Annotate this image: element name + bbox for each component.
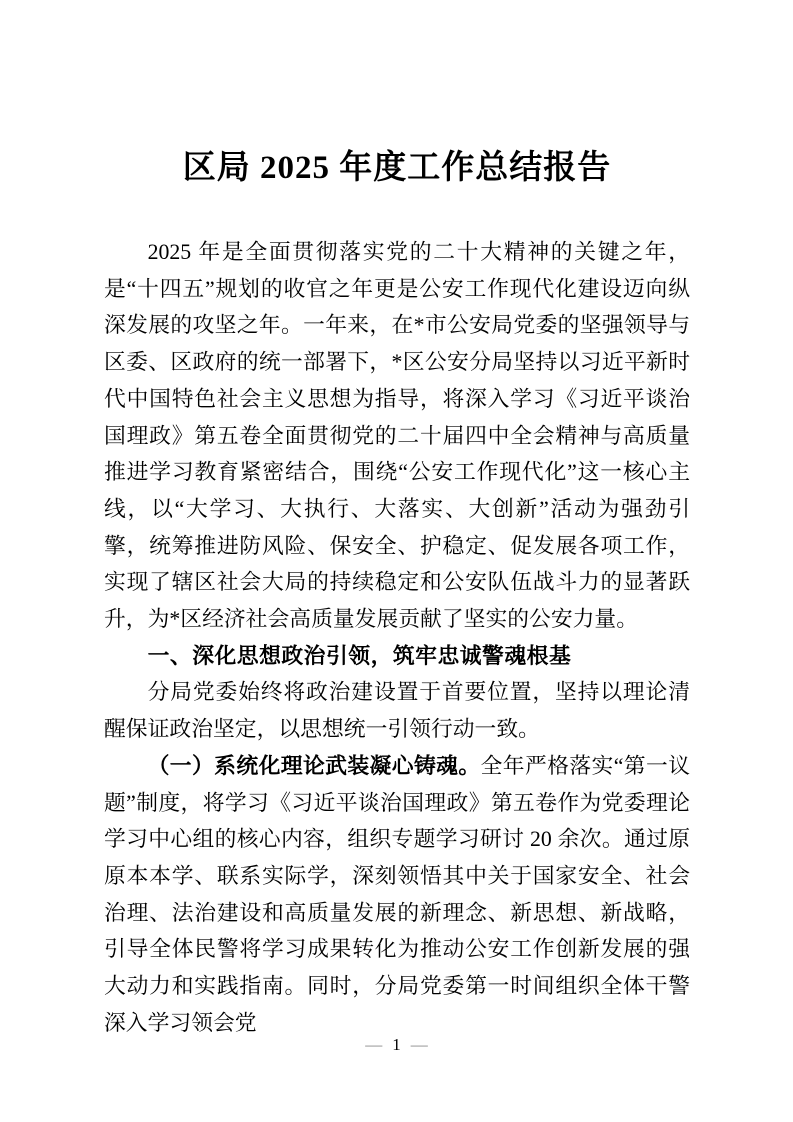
page-footer [0,1033,793,1057]
page-number: 1 [392,1035,401,1054]
section-1-intro-paragraph: 分局党委始终将政治建设置于首要位置，坚持以理论清醒保证政治坚定，以思想统一引领行动一致。 [104,680,690,742]
subsection-1-1-paragraph [104,748,690,1042]
footer-right-dash: — [410,1035,428,1054]
footer-left-dash: — [365,1035,383,1054]
document-title: 区局 2025 年度工作总结报告 [182,150,612,186]
section-1-heading: 一、深化思想政治引领，筑牢忠诚警魂根基 [147,642,572,668]
document-body [104,234,690,1041]
subsection-1-1-lead: （一）系统化理论武装凝心铸魂。 [147,753,481,778]
subsection-1-1-text: 全年严格落实“第一议题”制度，将学习《习近平谈治国理政》第五卷作为党委理论学习中心组的核心内容，组织专题学习研讨 20 余次。通过原原本本学、联系实际学，深刻领悟其中关于国家安全、社会治理、法治建设和高质量发展的新理念、新思想、新战略，引导全体民警将学习成果转化为推动公安工作创新发展的强大动力和实践指南。同时，分局党委第一时间组织全体干警深入学习领会党 [104,753,690,1035]
intro-paragraph: 2025 年是全面贯彻落实党的二十大精神的关键之年，是“十四五”规划的收官之年更是公安工作现代化建设迈向纵深发展的攻坚之年。一年来，在*市公安局党委的坚强领导与区委、区政府的统一部署下，*区公安分局坚持以习近平新时代中国特色社会主义思想为指导，将深入学习《习近平谈治国理政》第五卷全面贯彻党的二十届四中全会精神与高质量推进学习教育紧密结合，围绕“公安工作现代化”这一核心主线，以“大学习、大执行、大落实、大创新”活动为强劲引擎，统筹推进防风险、保安全、护稳定、促发展各项工作，实现了辖区社会大局的持续稳定和公安队伍战斗力的显著跃升，为*区经济社会高质量发展贡献了坚实的公安力量。 [104,240,690,632]
